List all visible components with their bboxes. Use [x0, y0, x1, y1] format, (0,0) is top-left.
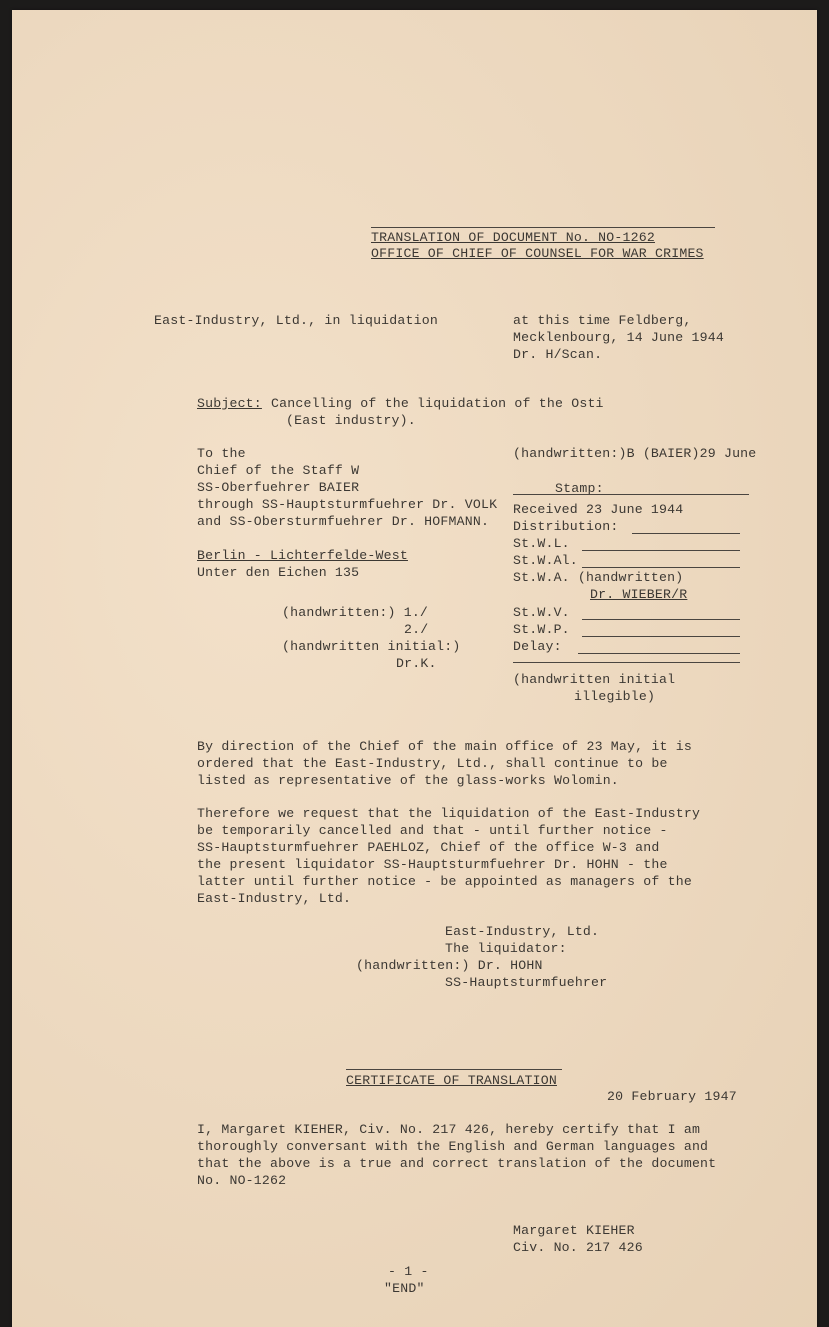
body-line: listed as representative of the glass-works Wolomin.	[197, 773, 619, 788]
stamp-st-wa-name: Dr. WIEBER/R	[590, 587, 688, 602]
st-wal-line	[582, 567, 740, 568]
stamp-label: Stamp:	[555, 481, 604, 496]
signature-line: East-Industry, Ltd.	[445, 924, 600, 939]
st-wv-line	[582, 619, 740, 620]
address-line: Chief of the Staff W	[197, 463, 360, 478]
place-line2: Mecklenbourg, 14 June 1944	[513, 330, 724, 345]
signature-line: The liquidator:	[445, 941, 567, 956]
body-line: the present liquidator SS-Hauptsturmfuehrer Dr. HOHN - the	[197, 857, 668, 872]
page-number: - 1 -	[388, 1264, 429, 1279]
header-rule	[371, 227, 715, 228]
body-line: latter until further notice - be appointed as managers of the	[197, 874, 692, 889]
stamp-received: Received 23 June 1944	[513, 502, 684, 517]
certificate-date: 20 February 1947	[607, 1089, 737, 1104]
signature-line: SS-Hauptsturmfuehrer	[445, 975, 608, 990]
certificate-rule	[346, 1069, 562, 1070]
address-line: through SS-Hauptsturmfuehrer Dr. VOLK	[197, 497, 498, 512]
body-line: East-Industry, Ltd.	[197, 891, 352, 906]
stamp-initial-1: (handwritten initial	[513, 672, 676, 687]
sender: East-Industry, Ltd., in liquidation	[154, 313, 438, 328]
stamp-handwritten: (handwritten:)B (BAIER)29 June	[513, 446, 757, 461]
body-line: SS-Hauptsturmfuehrer PAEHLOZ, Chief of the office W-3 and	[197, 840, 660, 855]
st-wl-line	[582, 550, 740, 551]
stamp-line	[513, 494, 749, 495]
certificate-line: thoroughly conversant with the English and German languages and	[197, 1139, 709, 1154]
stamp-delay: Delay:	[513, 639, 562, 654]
body-line: Therefore we request that the liquidation of the East-Industry	[197, 806, 701, 821]
stamp-st-wa: St.W.A. (handwritten)	[513, 570, 684, 585]
stamp-st-wp: St.W.P.	[513, 622, 570, 637]
address-line: To the	[197, 446, 246, 461]
delay-line	[578, 653, 740, 654]
body-line: By direction of the Chief of the main office of 23 May, it is	[197, 739, 692, 754]
place-line1: at this time Feldberg,	[513, 313, 692, 328]
subject-label: Subject:	[197, 396, 262, 411]
certificate-line: that the above is a true and correct translation of the document	[197, 1156, 717, 1171]
reference: Dr. H/Scan.	[513, 347, 603, 362]
certificate-line: I, Margaret KIEHER, Civ. No. 217 426, hereby certify that I am	[197, 1122, 701, 1137]
stamp-distribution: Distribution:	[513, 519, 619, 534]
note-initial: Dr.K.	[396, 656, 437, 671]
header-office: OFFICE OF CHIEF OF COUNSEL FOR WAR CRIMES	[371, 246, 704, 261]
stamp-bottom-line	[513, 662, 740, 663]
distribution-line	[632, 533, 740, 534]
header-title: TRANSLATION OF DOCUMENT No. NO-1262	[371, 230, 655, 245]
certificate-sign-civ: Civ. No. 217 426	[513, 1240, 643, 1255]
note-initial-label: (handwritten initial:)	[282, 639, 461, 654]
body-line: ordered that the East-Industry, Ltd., shall continue to be	[197, 756, 668, 771]
body-line: be temporarily cancelled and that - until further notice -	[197, 823, 668, 838]
subject-line2: (East industry).	[286, 413, 416, 428]
certificate-title: CERTIFICATE OF TRANSLATION	[346, 1073, 557, 1088]
st-wp-line	[582, 636, 740, 637]
certificate-line: No. NO-1262	[197, 1173, 287, 1188]
address-street: Unter den Eichen 135	[197, 565, 360, 580]
stamp-st-wal: St.W.Al.	[513, 553, 578, 568]
note-2: 2./	[404, 622, 429, 637]
address-line: and SS-Obersturmfuehrer Dr. HOFMANN.	[197, 514, 490, 529]
signature-line: (handwritten:) Dr. HOHN	[356, 958, 543, 973]
end-mark: "END"	[384, 1281, 425, 1296]
subject-line1: Cancelling of the liquidation of the Osti	[271, 396, 604, 411]
address-city: Berlin - Lichterfelde-West	[197, 548, 408, 563]
certificate-sign-name: Margaret KIEHER	[513, 1223, 635, 1238]
address-line: SS-Oberfuehrer BAIER	[197, 480, 360, 495]
stamp-initial-2: illegible)	[574, 689, 656, 704]
note-1: (handwritten:) 1./	[282, 605, 429, 620]
stamp-st-wv: St.W.V.	[513, 605, 570, 620]
stamp-st-wl: St.W.L.	[513, 536, 570, 551]
